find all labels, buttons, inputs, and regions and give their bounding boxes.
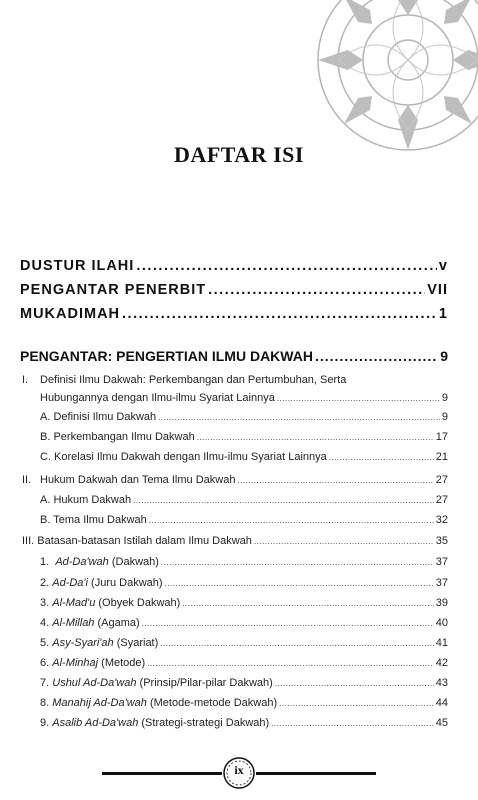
item-desc: (Metode) <box>101 657 146 669</box>
dot-leader <box>254 535 434 547</box>
footer-rule-right <box>256 772 376 775</box>
toc-entry-page: 42 <box>435 657 448 669</box>
toc-entry-label <box>40 717 269 729</box>
item-desc: (Dakwah) <box>111 556 159 568</box>
toc-chapter-page: 9 <box>440 348 448 364</box>
toc-entry-page: 35 <box>435 535 448 547</box>
item-term: Ad-Da'i <box>52 577 88 589</box>
toc-entry-label <box>40 556 159 568</box>
dot-leader <box>160 637 433 649</box>
item-desc: (Syariat) <box>116 637 159 649</box>
dot-leader <box>133 494 434 506</box>
dot-leader <box>149 514 434 526</box>
dot-leader <box>147 657 434 669</box>
toc-entry-page: 37 <box>435 556 448 568</box>
toc-entry-label: C. Korelasi Ilmu Dakwah dengan Ilmu-ilmu Syariat Lainnya <box>40 451 327 463</box>
corner-ornament-icon <box>308 0 478 160</box>
item-term: Al-Minhaj <box>52 657 99 669</box>
section-number: II. <box>22 474 32 486</box>
item-term: Al-Mad'u <box>52 597 96 609</box>
section-number: III. <box>22 535 35 547</box>
toc-entry-mukadimah[interactable] <box>20 306 448 322</box>
item-number: 6. <box>40 657 50 669</box>
toc-entry-page: 45 <box>435 717 448 729</box>
item-number: 4. <box>40 617 50 629</box>
toc-chapter-pengantar[interactable] <box>20 348 448 364</box>
toc-entry-page: 43 <box>435 677 448 689</box>
dot-leader <box>275 677 434 689</box>
dot-leader <box>271 717 434 729</box>
item-desc: (Prinsip/Pilar-pilar Dakwah) <box>139 677 273 689</box>
dot-leader <box>197 431 434 443</box>
toc-entry-label <box>40 617 140 629</box>
dot-leader <box>279 697 434 709</box>
toc-entry-label <box>22 535 252 547</box>
toc-entry-page: 9 <box>441 411 448 423</box>
section-title-line2: Hubungannya dengan Ilmu-ilmu Syariat Lainnya <box>40 392 275 404</box>
toc-subsection[interactable] <box>40 514 448 526</box>
dot-leader <box>158 411 440 423</box>
toc-subsection[interactable] <box>40 411 448 423</box>
item-desc: (Strategi-strategi Dakwah) <box>141 717 270 729</box>
toc-entry-page: v <box>438 258 448 274</box>
toc-entry-page: 1 <box>438 306 448 322</box>
toc-entry-label: MUKADIMAH <box>20 306 121 322</box>
toc-term-item[interactable] <box>40 597 448 609</box>
page-number: ix <box>234 763 244 777</box>
item-number: 7. <box>40 677 50 689</box>
toc-entry-label: PENGANTAR PENERBIT <box>20 282 207 298</box>
toc-entry-label: A. Hukum Dakwah <box>40 494 132 506</box>
toc-chapter-label: PENGANTAR: PENGERTIAN ILMU DAKWAH <box>20 348 313 364</box>
item-desc: (Agama) <box>97 617 140 629</box>
dot-leader <box>277 392 440 404</box>
toc-term-item[interactable] <box>40 697 448 709</box>
section-title: Batasan-batasan Istilah dalam Ilmu Dakwah <box>37 535 252 547</box>
toc-section-iii[interactable] <box>22 535 448 547</box>
dot-leader <box>182 597 433 609</box>
toc-entry-page: 27 <box>435 474 448 486</box>
item-number: 3. <box>40 597 50 609</box>
toc-subsection[interactable] <box>40 451 448 463</box>
dot-leader <box>142 617 434 629</box>
toc-term-item[interactable] <box>40 617 448 629</box>
dot-leader <box>161 556 434 568</box>
item-desc: (Obyek Dakwah) <box>98 597 181 609</box>
dot-leader <box>136 258 437 274</box>
item-number: 5. <box>40 637 50 649</box>
toc-entry-label <box>40 597 180 609</box>
toc-entry-page: 32 <box>435 514 448 526</box>
item-desc: (Juru Dakwah) <box>91 577 163 589</box>
item-term: Manahij Ad-Da'wah <box>52 697 147 709</box>
dot-leader <box>315 348 438 364</box>
toc-term-item[interactable] <box>40 577 448 589</box>
toc-term-item[interactable] <box>40 637 448 649</box>
toc-entry-pengantar-penerbit[interactable] <box>20 282 448 298</box>
page-title: DAFTAR ISI <box>174 142 304 167</box>
toc-subsection[interactable] <box>40 431 448 443</box>
toc-entry-label: B. Tema Ilmu Dakwah <box>40 514 147 526</box>
dot-leader <box>122 306 437 322</box>
toc-entry-page: 27 <box>435 494 448 506</box>
dot-leader <box>165 577 434 589</box>
item-term: Ad-Da'wah <box>55 556 109 568</box>
toc-entry-dustur-ilahi[interactable] <box>20 258 448 274</box>
toc-term-item[interactable] <box>40 677 448 689</box>
toc-entry-page: 21 <box>435 451 448 463</box>
toc-term-item[interactable] <box>40 717 448 729</box>
item-term: Ushul Ad-Da'wah <box>52 677 137 689</box>
dot-leader <box>329 451 434 463</box>
toc-section-ii[interactable] <box>40 474 448 486</box>
toc-entry-label: B. Perkembangan Ilmu Dakwah <box>40 431 195 443</box>
toc-entry-label <box>40 677 273 689</box>
toc-entry-page: 40 <box>435 617 448 629</box>
toc-entry-label: A. Definisi Ilmu Dakwah <box>40 411 157 423</box>
toc-entry-page: 17 <box>435 431 448 443</box>
item-number: 8. <box>40 697 50 709</box>
dot-leader <box>208 282 425 298</box>
toc-term-item[interactable] <box>40 657 448 669</box>
toc-entry-page: 37 <box>435 577 448 589</box>
toc-entry-label: Hukum Dakwah dan Tema Ilmu Dakwah <box>40 474 236 486</box>
toc-entry-page: VII <box>427 282 448 298</box>
toc-entry-label <box>40 637 158 649</box>
item-term: Al-Millah <box>52 617 95 629</box>
toc-term-item[interactable] <box>40 556 448 568</box>
toc-entry-page: 39 <box>435 597 448 609</box>
item-desc: (Metode-metode Dakwah) <box>149 697 278 709</box>
toc-subsection[interactable] <box>40 494 448 506</box>
dot-leader <box>237 474 433 486</box>
section-number: I. <box>22 374 29 386</box>
footer-rule-left <box>102 772 222 775</box>
toc-entry-label <box>40 577 163 589</box>
toc-section-i[interactable] <box>40 392 448 404</box>
section-title-line1[interactable]: Definisi Ilmu Dakwah: Perkembangan dan Pertumbuhan, Serta <box>40 374 347 386</box>
item-term: Asy-Syari'ah <box>52 637 114 649</box>
toc-entry-label <box>40 697 277 709</box>
toc-entry-label: DUSTUR ILAHI <box>20 258 135 274</box>
toc-entry-page: 9 <box>441 392 448 404</box>
toc-entry-page: 44 <box>435 697 448 709</box>
item-number: 2. <box>40 577 50 589</box>
toc-entry-page: 41 <box>435 637 448 649</box>
item-term: Asalib Ad-Da'wah <box>52 717 139 729</box>
item-number: 1. <box>40 556 50 568</box>
item-number: 9. <box>40 717 50 729</box>
toc-entry-label <box>40 657 145 669</box>
